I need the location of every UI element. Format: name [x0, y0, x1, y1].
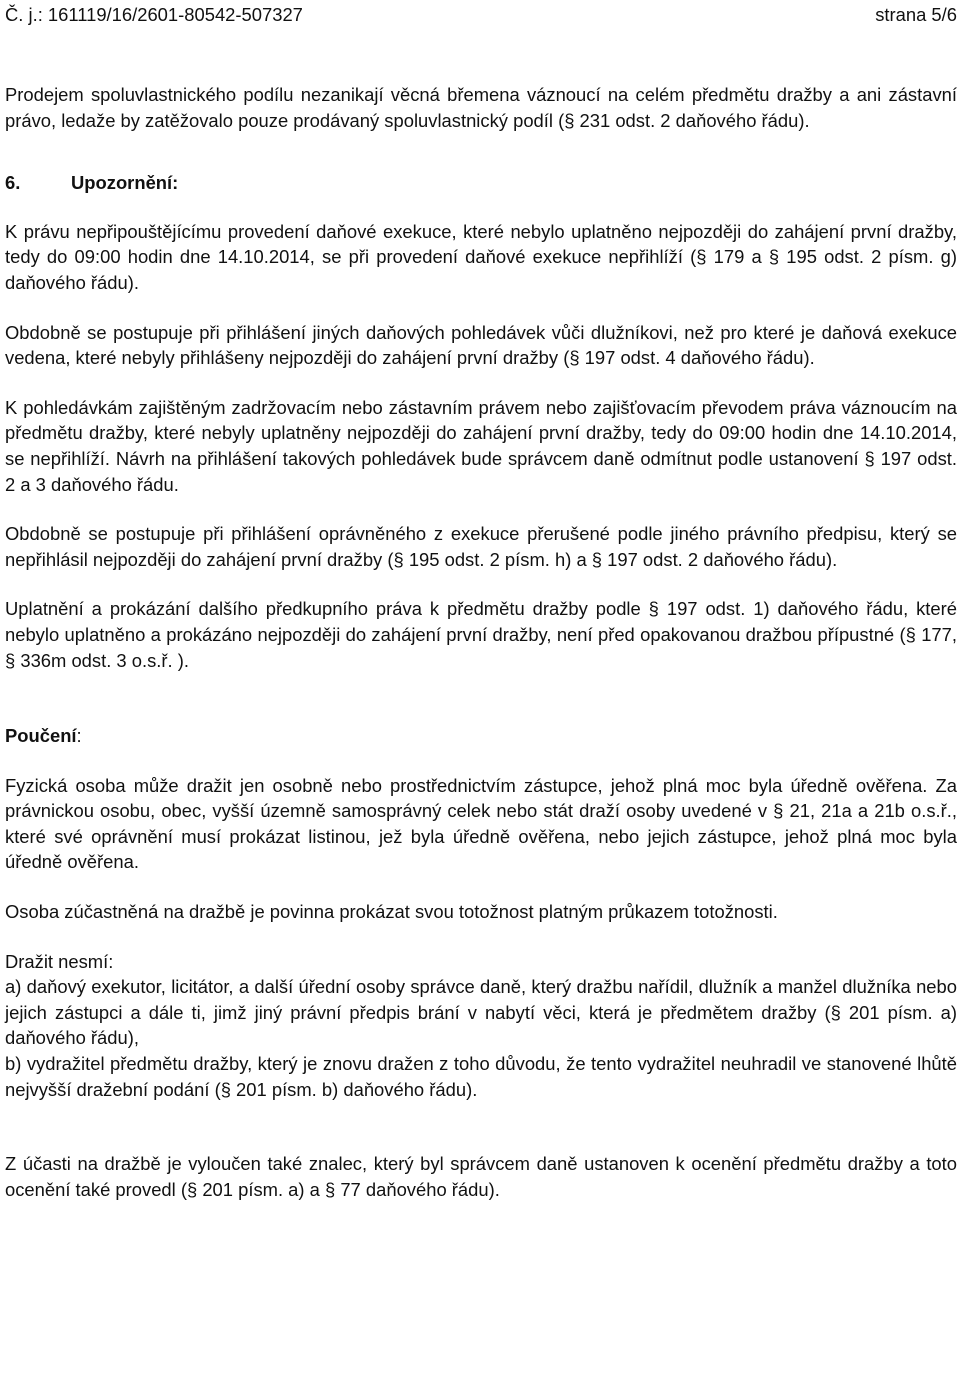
- excluded-bidders-title: Dražit nesmí:: [5, 950, 114, 972]
- paragraph-interrupted-execution: Obdobně se postupuje při přihlášení oprávněného z exekuce přerušené podle jiného právního předpisu, který se nepřihlásil nejpozději do zahájení první dražby (§ 195 odst. 2 písm. h) a § 197 odst. 2 daňového řádu).: [5, 523, 957, 570]
- reference-number: Č. j.: 161119/16/2601-80542-507327: [5, 4, 303, 25]
- section-number: 6.: [5, 172, 21, 194]
- section-heading: [5, 170, 957, 196]
- instruction-title: Poučení: [5, 725, 77, 747]
- paragraph-preemption: Uplatnění a prokázání dalšího předkupního práva k předmětu dražby podle § 197 odst. 1) daňového řádu, které nebylo uplatněno a prokázáno nejpozději do zahájení první dražby, není před opakovanou dražbou přípustné (§ 177, § 336m odst. 3 o.s.ř. ).: [5, 598, 957, 671]
- paragraph-notice-rights: K právu nepřipouštějícímu provedení daňové exekuce, které nebylo uplatněno nejpozději do zahájení první dražby, tedy do 09:00 hodin dne 14.10.2014, se při provedení daňové exekuce nepřihlíží (§ 179 a § 195 odst. 2 písm. g) daňového řádu).: [5, 220, 957, 293]
- paragraph-co-ownership: Prodejem spoluvlastnického podílu nezanikají věcná břemena váznoucí na celém předmětu dražby a ani zástavní právo, ledaže by zatěžovalo pouze prodávaný spoluvlastnický podíl (§ 231 odst. 2 daňového řádu).: [5, 84, 957, 131]
- instruction-colon: :: [76, 725, 82, 747]
- paragraph-secured-claims: K pohledávkám zajištěným zadržovacím nebo zástavním právem nebo zajišťovacím převodem práva váznoucím na předmětu dražby, které nebyly uplatněny nejpozději do zahájení první dražby, tedy do 09:00 hodin dne 14.10.2014, se nepřihlíží. Návrh na přihlášení takových pohledávek bude správcem daně odmítnut podle ustanovení § 197 odst. 2 a 3 daňového řádu.: [5, 396, 957, 495]
- paragraph-other-claims: Obdobně se postupuje při přihlášení jiných daňových pohledávek vůči dlužníkovi, než pro které je daňová exekuce vedena, které nebyly přihlášeny nejpozději do zahájení první dražby (§ 197 odst. 4 daňového řádu).: [5, 321, 957, 369]
- section-title: Upozornění:: [71, 172, 179, 194]
- page-number: strana 5/6: [875, 4, 957, 25]
- paragraph-expert-exclusion: Z účasti na dražbě je vyloučen také znalec, který byl správcem daně ustanoven k ocenění předmětu dražby a toto ocenění také provedl (§ 201 písm. a) a § 77 daňového řádu).: [5, 1153, 957, 1200]
- paragraph-identity: Osoba zúčastněná na dražbě je povinna prokázat svou totožnost platným průkazem totožnosti.: [5, 901, 778, 923]
- excluded-bidders-item-b: b) vydražitel předmětu dražby, který je znovu dražen z toho důvodu, že tento vydražitel neuhradil ve stanovené lhůtě nejvyšší dražební podání (§ 201 písm. b) daňového řádu).: [5, 1053, 957, 1100]
- paragraph-bidder-eligibility: Fyzická osoba může dražit jen osobně nebo prostřednictvím zástupce, jehož plná moc byla úředně ověřena. Za právnickou osobu, obec, vyšší územně samosprávný celek nebo stát draží osoby uvedené v § 21, 21a a 21b o.s.ř., které své oprávnění musí prokázat listinou, jež byla úředně ověřena, nebo jejich zástupce, jehož plná moc byla úředně ověřena.: [5, 774, 957, 873]
- page-header: [5, 2, 957, 28]
- instruction-heading: [5, 723, 957, 749]
- document-page: [5, 0, 957, 1202]
- excluded-bidders-item-a: a) daňový exekutor, licitátor, a další úřední osoby správce daně, který dražbu nařídil, dlužník a manžel dlužníka nebo jejich zástupci a dále ti, jimž jiný právní předpis brání v nabytí věci, která je předmětem dražby (§ 201 písm. a) daňového řádu),: [5, 976, 957, 1049]
